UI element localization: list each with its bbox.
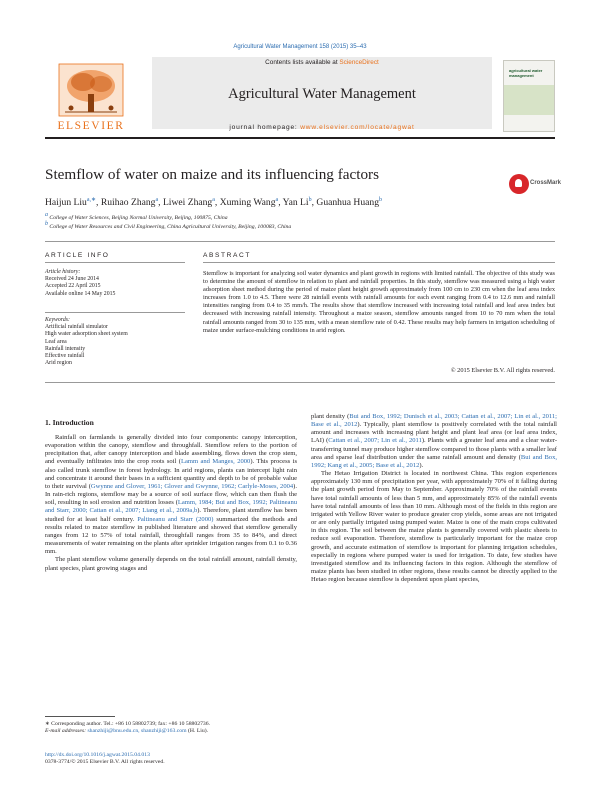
keywords-label: Keywords:	[45, 317, 70, 323]
keyword: Arid region	[45, 360, 72, 367]
affiliation-mark: a	[45, 212, 48, 218]
article-info-rule	[45, 262, 185, 263]
body-paragraph	[311, 470, 557, 584]
keywords-list	[45, 317, 185, 367]
affiliation-text: College of Water Resources and Civil Engineering, China Agricultural University, Beijing, 100083, China	[49, 223, 292, 230]
author-affiliation-mark[interactable]: b	[308, 197, 312, 203]
affiliation-mark: b	[45, 221, 48, 227]
header-rule	[45, 137, 555, 139]
citation-link[interactable]: Lamm and Manges, 2000	[180, 458, 251, 466]
keywords-rule	[45, 312, 185, 313]
intro-right-column	[311, 413, 557, 584]
paragraph-text: ). Typically, plant stemflow is positively correlated with the total rainfall amount and increases with increasing plant height and plant leaf area (or leaf area index, LAI) (	[311, 421, 557, 445]
citation-link[interactable]: Cattan et al., 2007; Lin et al., 2011	[328, 437, 422, 445]
introduction-heading: 1. Introduction	[45, 418, 94, 427]
contents-availability-line	[152, 59, 492, 66]
cover-title: agricultural water management	[509, 68, 543, 78]
online-date: Available online 14 May 2015	[45, 290, 116, 297]
article-info-heading: ARTICLE INFO	[45, 252, 110, 259]
keyword: Rainfall intensity	[45, 345, 86, 352]
keyword: Leaf area	[45, 338, 67, 345]
intro-left-column	[45, 434, 297, 573]
author-separator: ,	[214, 197, 220, 209]
author-name: Guanhua Huang	[316, 197, 379, 209]
paragraph-text: summarized the methods and results related to maize stemflow in published literature and showed that stemflow generally ranges from 12 to 57% of total rainfall, throughfall ranges from 35 to 84%, and direct measurements of water remaining on the plants after sprinkler irrigation ranges from 0.1 to 0.36 mm.	[45, 515, 298, 556]
cover-image-band	[504, 85, 554, 115]
homepage-url-link[interactable]: www.elsevier.com/locate/agwat	[300, 124, 415, 131]
body-paragraph	[45, 434, 297, 556]
citation-link[interactable]: Gwynne and Glover, 1961; Glover and Gwynne, 1962; Carlyle-Moses, 2004	[90, 482, 294, 490]
citation-link[interactable]: Bui and Box, 1992; Kang et al., 2005; Base et al., 2012	[311, 453, 557, 469]
abstract-copyright: © 2015 Elsevier B.V. All rights reserved.	[450, 367, 555, 374]
abstract-body: Stemflow is important for analyzing soil water dynamics and plant growth in regions with limited rainfall. The objective of this study was to determine the amount of stemflow in relation to plant and rainfall properties. In this study, stemflow was measured using a high water adsorption sheet method during the period of maize plant height growth approximately from 100 cm to 230 cm when the leaf area index increases from 1.0 to 4.5. There were 28 rainfall events with rainfall amounts for each event ranging from 0.4 to 12.6 mm and rainfall intensities ranging from 0.4 to 35 mm/h. The results show that stemflow increased with increasing total rainfall and leaf area index but decreased with increasing rainfall intensity. Throughout a maize season, stemflow amounts ranged from 10 to 70 mm when the total rainfall amounts ranged from 30 to 135 mm, with a mean stemflow rate of 0.42. These results may help farmers in irrigation scheduling of maize under surface-mulching conditions in arid region.	[203, 270, 555, 334]
footnote-rule	[45, 716, 115, 717]
citation-link[interactable]: Paltineanu and Starr (2000)	[137, 515, 214, 523]
author-separator: ,	[278, 197, 283, 209]
abstract-rule	[203, 262, 555, 263]
citation-link[interactable]: Bui and Box, 1992; Dunisch et al., 2003; Cattan et al., 2007; Lin et al., 2011; Base et al., 2012	[311, 413, 557, 429]
author-name: Haijun Liu	[45, 197, 87, 209]
paragraph-text: ). In rain-rich regions, stemflow may be a source of soil surface flow, which can then flush the soil, resulting in soil erosion and nutrition losses (	[45, 482, 297, 507]
doi-block	[45, 752, 345, 766]
paragraph-text: Rainfall on farmlands is generally divided into four components: canopy interception, evaporation within the canopy, stemflow and throughfall. Stemflow refers to the portion of precipitation that, after canopy interception and blade assembling, flows down the crop stem, and eventually infiltrates into the crop roots soil (	[45, 434, 297, 466]
body-rule	[45, 382, 555, 383]
affiliation-text: College of Water Sciences, Beijing Normal University, Beijing, 100875, China	[49, 214, 228, 221]
publisher-wordmark: ELSEVIER	[57, 120, 125, 132]
accepted-date: Accepted 22 April 2015	[45, 283, 101, 290]
sciencedirect-link[interactable]: ScienceDirect	[339, 59, 379, 66]
author-affiliation-mark[interactable]: a	[275, 197, 279, 203]
author-affiliation-mark[interactable]: a,∗	[86, 197, 97, 203]
email-suffix: (H. Liu).	[186, 728, 209, 735]
journal-cover-thumbnail[interactable]	[503, 60, 555, 132]
email-links[interactable]: shanzhiji@bnu.edu.cn, shanzhiji@163.com	[87, 728, 187, 735]
journal-homepage-line	[152, 124, 492, 131]
keyword: High water adsorption sheet system	[45, 331, 128, 338]
citation-link[interactable]: Lamm, 1984; Bui and Box, 1992; Paltineanu and Starr, 2000; Cattan et al., 2007; Liang et al., 2009a,b	[45, 499, 297, 515]
paragraph-text: The Hetao Irrigation District is located in northwest China. This region experiences approximately 130 mm of precipitation per year, with approximately 70% of it falling during the plant growth period from May to September. Approximately 70% of the rainfall events have total rainfall amounts of less than 5 mm, and approximately 85% of the rainfall events have total rainfall amounts of less than 10 mm. Although most of the fields in this region are irrigated with Yellow River water to produce greater crop yields, some areas are not irrigated or are only partially irrigated using pumped water. Maize is one of the main crops cultivated in this region. The soil between the maize plants is generally covered with plastic sheets to reduce soil evaporation. Therefore, stemflow is particularly important for the maize crop growth, and accurate estimation of stemflow is important for planning irrigation schedules, especially in regions where pumped water is used for irrigation. To date, few studies have investigated stemflow and its influencing factors in this region. Although the stemflow of maize plants has been studied in other regions, these results cannot be directly applied to the Hetao region because stemflow is dependent upon plant species,	[311, 470, 557, 584]
author-affiliation-mark[interactable]: a	[155, 197, 159, 203]
paragraph-text: ). Plants with a greater leaf area and a clear water-transferring tunnel may produce higher stemflow compared to those plants with a smaller leaf area and sparse leaf distribution under the same rainfall amount and density (	[311, 437, 557, 461]
author-list	[45, 196, 525, 208]
article-title: Stemflow of water on maize and its influencing factors	[45, 166, 380, 183]
author-name: Yan Li	[282, 197, 309, 209]
paragraph-text: The plant stemflow volume generally depends on the total rainfall amount, rainfall density, plant species, plant growing stages and	[45, 556, 297, 572]
author-separator: ,	[96, 197, 101, 209]
paragraph-text: ). This process is also called trunk stemflow in forest hydrology. In arid regions, plants can intercept light rain and concentrate it around their bases in a sufficient quantity and depth to be of probable value to their survival (	[45, 458, 297, 490]
affiliation-a	[45, 212, 555, 221]
contents-prefix: Contents lists available at	[265, 59, 340, 66]
corresponding-line: ∗ Corresponding author. Tel.: +86 10 58802739; fax: +86 10 58802736.	[45, 721, 211, 727]
keyword: Artificial rainfall simulator	[45, 324, 108, 331]
abstract-heading: ABSTRACT	[203, 252, 251, 259]
section-rule	[45, 241, 555, 242]
article-history	[45, 269, 185, 298]
body-paragraph	[45, 556, 297, 572]
email-line	[45, 728, 297, 735]
homepage-label: journal homepage:	[229, 124, 301, 131]
author-affiliation-mark[interactable]: b	[379, 197, 382, 203]
received-date: Received 24 June 2014	[45, 276, 99, 283]
history-label: Article history:	[45, 269, 81, 275]
issn-line: 0378-3774/© 2015 Elsevier B.V. All rights reserved.	[45, 759, 165, 766]
paragraph-text: plant density (	[311, 413, 350, 420]
crossmark-label: CrossMark	[530, 180, 562, 186]
corresponding-author-footnote	[45, 721, 297, 735]
doi-link[interactable]: http://dx.doi.org/10.1016/j.agwat.2015.04.013	[45, 752, 150, 758]
author-name: Ruihao Zhang	[100, 197, 156, 209]
journal-citation-link[interactable]: Agricultural Water Management 158 (2015) 35–43	[233, 44, 367, 50]
author-separator: ,	[158, 197, 163, 209]
paragraph-text: ).	[419, 461, 424, 469]
author-name: Xuming Wang	[219, 197, 276, 209]
journal-title: Agricultural Water Management	[228, 86, 416, 102]
author-name: Liwei Zhang	[162, 197, 213, 209]
affiliation-b	[45, 221, 555, 230]
author-affiliation-mark[interactable]: a	[212, 197, 215, 203]
crossmark-icon	[509, 174, 529, 194]
paragraph-text: ). Therefore, plant stemflow has been studied for at least half century.	[45, 507, 297, 523]
email-label: E-mail addresses:	[45, 728, 88, 735]
author-separator: ,	[311, 197, 317, 209]
body-paragraph	[311, 413, 557, 470]
keyword: Effective rainfall	[45, 353, 85, 360]
